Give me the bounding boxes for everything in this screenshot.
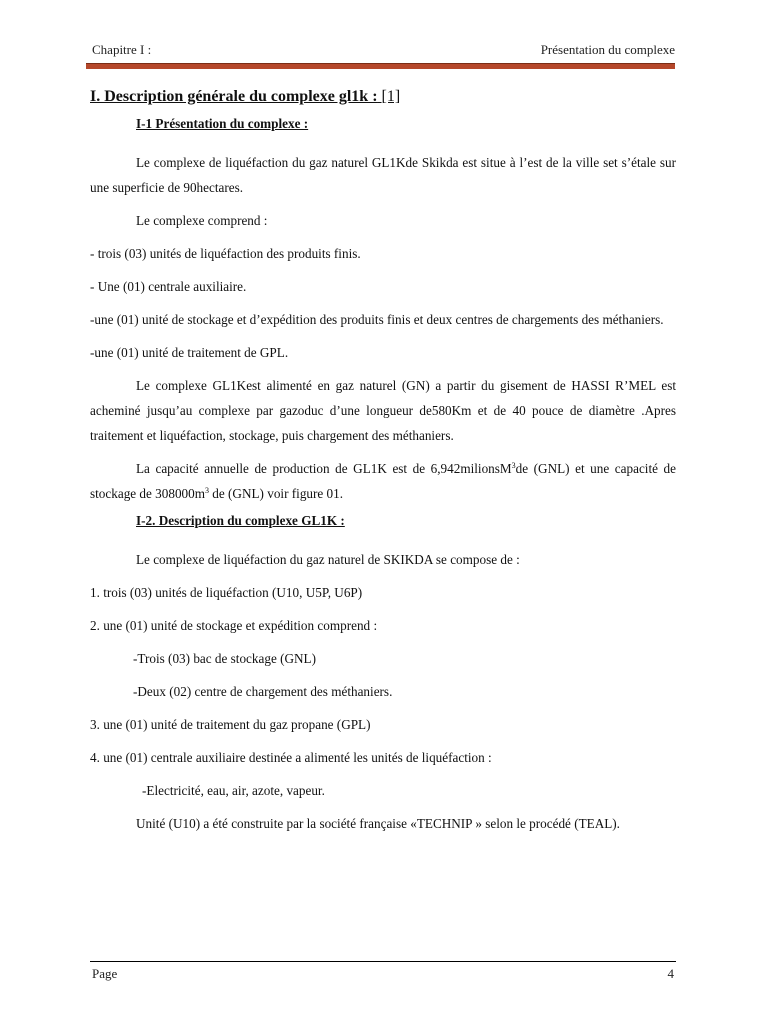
section2-item-1: 1. trois (03) unités de liquéfaction (U10, U5P, U6P) (90, 585, 363, 600)
section2-subitem-2b: -Deux (02) centre de chargement des méthaniers. (133, 684, 393, 699)
section1-heading: I-1 Présentation du complexe : (136, 116, 309, 131)
section2-item-2: 2. une (01) unité de stockage et expédition comprend : (90, 618, 378, 633)
page-header (92, 42, 675, 62)
section2-item-3: 3. une (01) unité de traitement du gaz propane (GPL) (90, 717, 371, 732)
page-number: 4 (667, 966, 674, 981)
p4-part-b: de (GNL) et une capacité de stockage de 308000m (90, 461, 676, 501)
header-chapter: Chapitre I : (92, 42, 152, 57)
main-title-text: I. Description générale du complexe gl1k : (90, 88, 378, 105)
p4-part-c: de (GNL) voir figure 01. (209, 486, 344, 501)
list-item-2: - Une (01) centrale auxiliaire. (90, 279, 247, 294)
p4-superscript-2: 3 (205, 486, 209, 495)
section1-paragraph-4 (90, 456, 676, 506)
section2-heading: I-2. Description du complexe GL1K : (136, 513, 345, 528)
section2-intro: Le complexe de liquéfaction du gaz naturel de SKIKDA se compose de : (136, 552, 520, 567)
header-section-title: Présentation du complexe (540, 42, 675, 57)
section1-paragraph-1: Le complexe de liquéfaction du gaz naturel GL1Kde Skikda est situe à l’est de la ville set s’étale sur une superficie de 90hectares. (90, 155, 676, 195)
main-title (90, 84, 676, 109)
section2-subitem-4: -Electricité, eau, air, azote, vapeur. (142, 783, 325, 798)
section2-closing: Unité (U10) a été construite par la société française «TECHNIP » selon le procédé (TEAL). (136, 816, 620, 831)
footer-page-label: Page (92, 966, 118, 981)
list-item-3: -une (01) unité de stockage et d’expédition des produits finis et deux centres de chargements des méthaniers. (90, 312, 664, 327)
section2-item-4: 4. une (01) centrale auxiliaire destinée a alimenté les unités de liquéfaction : (90, 750, 492, 765)
section2-subitem-2a: -Trois (03) bac de stockage (GNL) (133, 651, 316, 666)
main-title-ref: [1] (381, 88, 401, 105)
header-rule (86, 63, 675, 69)
p4-superscript-1: 3 (511, 461, 516, 470)
document-body (90, 84, 676, 836)
section1-paragraph-2: Le complexe comprend : (136, 213, 268, 228)
list-item-1: - trois (03) unités de liquéfaction des produits finis. (90, 246, 361, 261)
footer-rule (90, 961, 676, 962)
list-item-4: -une (01) unité de traitement de GPL. (90, 345, 289, 360)
section1-paragraph-3: Le complexe GL1Kest alimenté en gaz naturel (GN) a partir du gisement de HASSI R’MEL est acheminé jusqu’au complexe par gazoduc d’une longueur de580Km et de 40 pouce de diamètre .Apres traitement et liquéfaction, stockage, puis chargement des méthaniers. (90, 378, 676, 443)
p4-part-a: La capacité annuelle de production de GL1K est de 6,942milionsM (136, 461, 512, 476)
